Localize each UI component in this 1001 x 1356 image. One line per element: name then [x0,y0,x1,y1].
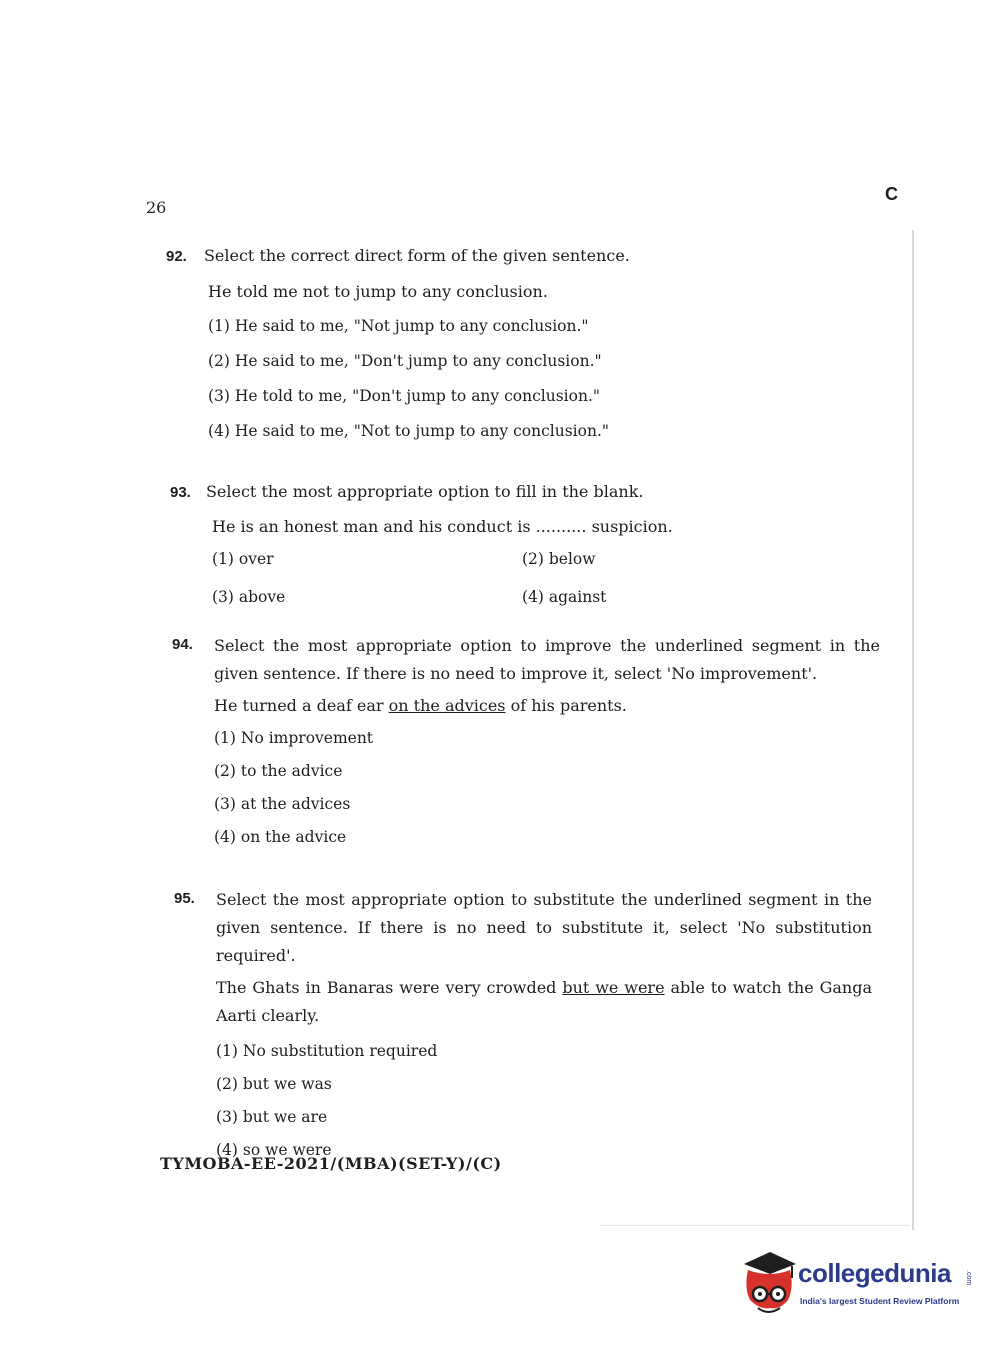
sentence-text: of his parents. [505,696,627,715]
brand-tagline: India's largest Student Review Platform [800,1296,960,1306]
question-sentence: He told me not to jump to any conclusion. [208,282,548,301]
option-3: (3) but we are [216,1108,328,1126]
brand-domain: .com [965,1270,972,1286]
question-94 [172,632,880,846]
option-2: (2) to the advice [214,762,343,780]
question-prompt: Select the most appropriate option to improve the underlined segment in the given sentence. If there is no need to improve it, select 'No improvement'. [214,636,880,683]
sentence-text: able to watch the Ganga Aarti clearly. [216,978,873,1025]
question-prompt: Select the most appropriate option to substitute the underlined segment in the given sentence. If there is no need to substitute it, select 'No substitution required'. [216,890,872,965]
option-4: (4) on the advice [214,828,347,846]
option-3: (3) above [212,588,286,606]
option-3: (3) He told to me, "Don't jump to any conclusion." [208,387,600,405]
sentence-text: He turned a deaf ear [214,696,389,715]
collegedunia-logo[interactable] [740,1248,980,1318]
question-95 [174,886,872,1159]
underlined-segment: on the advices [388,696,506,715]
question-number: 93. [170,484,191,501]
question-number: 92. [166,248,187,265]
question-sentence [216,974,872,1030]
page-number: 26 [146,198,167,217]
question-92 [166,246,886,440]
question-93 [170,482,890,616]
question-number: 94. [172,636,193,653]
option-4: (4) against [522,588,607,606]
underlined-segment: but we were [562,978,665,997]
option-3: (3) at the advices [214,795,351,813]
student-mascot-icon [740,1248,798,1318]
option-4: (4) so we were [216,1141,332,1159]
question-number: 95. [174,890,195,907]
page-edge-line [912,230,914,1230]
set-code: C [885,184,898,204]
option-2: (2) below [522,550,596,568]
option-1: (1) No improvement [214,729,374,747]
option-4: (4) He said to me, "Not to jump to any conclusion." [208,422,610,440]
option-2: (2) but we was [216,1075,332,1093]
option-2: (2) He said to me, "Don't jump to any conclusion." [208,352,602,370]
paper-code: TYMOBA-EE-2021/(MBA)(SET-Y)/(C) [160,1154,502,1173]
option-1: (1) He said to me, "Not jump to any conclusion." [208,317,589,335]
option-1: (1) over [212,550,274,568]
sentence-text: The Ghats in Banaras were very crowded [216,978,563,997]
question-prompt: Select the correct direct form of the given sentence. [203,246,630,265]
question-sentence: He is an honest man and his conduct is .......... suspicion. [212,517,673,536]
option-1: (1) No substitution required [216,1042,438,1060]
divider [600,1225,910,1226]
question-prompt: Select the most appropriate option to fill in the blank. [205,482,644,501]
question-sentence [214,696,880,715]
brand-name: collegedunia [798,1258,951,1288]
